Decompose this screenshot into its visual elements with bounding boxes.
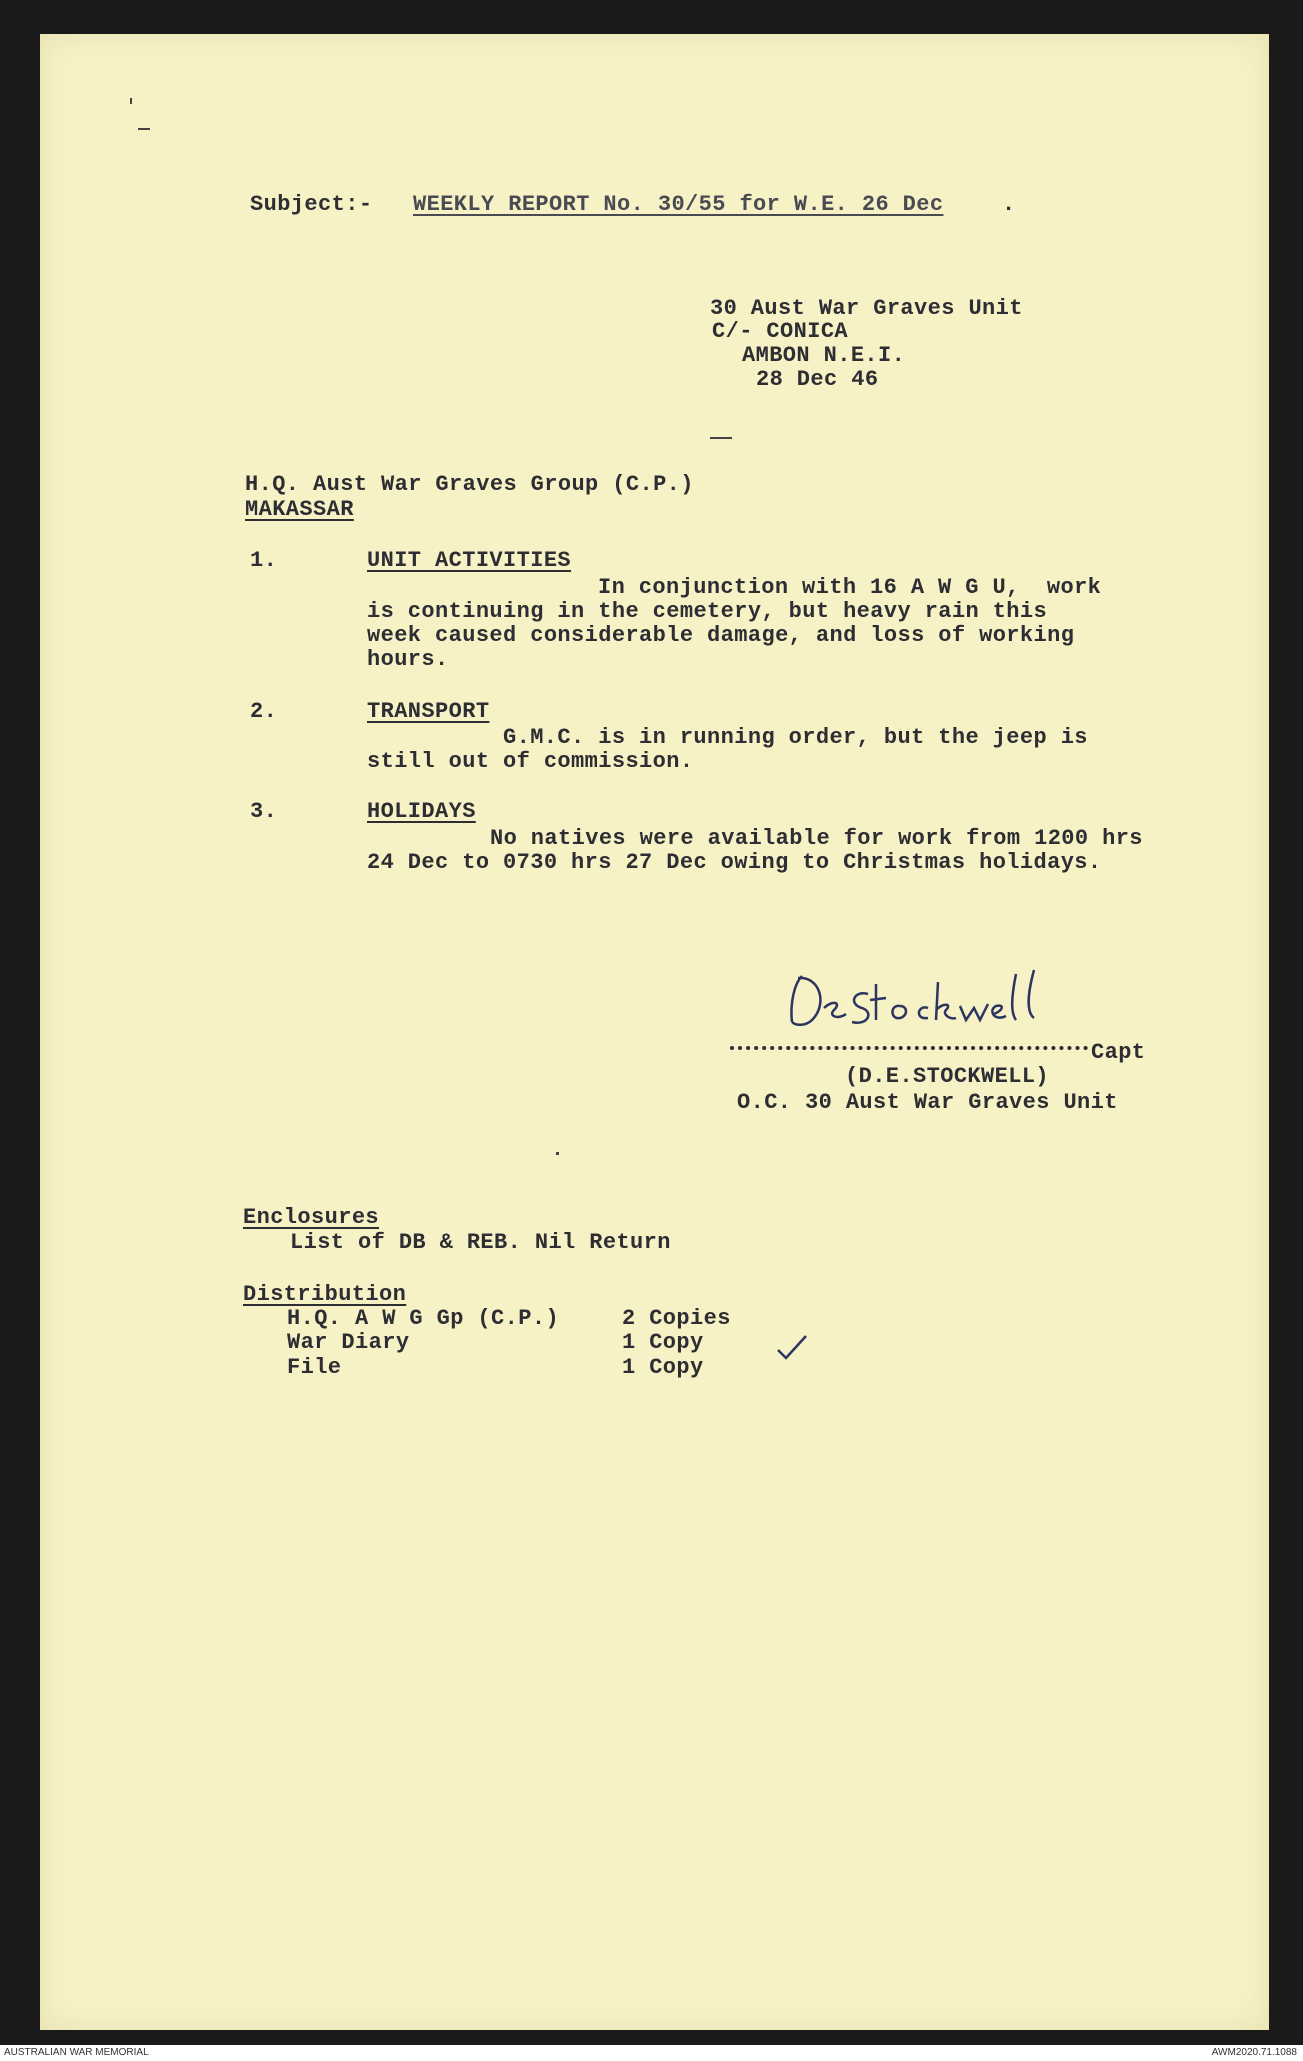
section-body-line: week caused considerable damage, and loss of working <box>367 623 1075 648</box>
margin-mark <box>130 98 132 104</box>
subject-period: . <box>1002 192 1016 217</box>
handwritten-signature <box>772 964 1072 1054</box>
address-line-3: AMBON N.E.I. <box>742 343 906 368</box>
address-line-2: C/- CONICA <box>712 319 849 344</box>
footer-accession: AWM2020.71.1088 <box>1211 2047 1297 2058</box>
archive-footer <box>0 2045 1303 2061</box>
enclosures-heading: Enclosures <box>243 1205 380 1230</box>
enclosures-item: List of DB & REB. Nil Return <box>290 1230 671 1255</box>
section-heading: UNIT ACTIVITIES <box>367 548 572 573</box>
distribution-copies: 2 Copies <box>622 1306 731 1331</box>
distribution-heading: Distribution <box>243 1282 407 1307</box>
section-heading: HOLIDAYS <box>367 799 476 824</box>
distribution-copies: 1 Copy <box>622 1355 704 1380</box>
section-body-line: In conjunction with 16 A W G U, work <box>598 575 1102 600</box>
signature-name: (D.E.STOCKWELL) <box>845 1064 1050 1089</box>
recipient-line-2: MAKASSAR <box>245 497 354 522</box>
section-body-line: hours. <box>367 647 449 672</box>
margin-mark <box>138 128 150 130</box>
pencil-dot <box>556 1152 559 1155</box>
footer-institution: AUSTRALIAN WAR MEMORIAL <box>4 2047 149 2058</box>
section-body-line: No natives were available for work from 1200 hrs <box>490 826 1143 851</box>
document-page <box>40 34 1269 2030</box>
subject-title: WEEKLY REPORT No. 30/55 for W.E. 26 Dec <box>413 192 944 217</box>
distribution-recipient: H.Q. A W G Gp (C.P.) <box>287 1306 560 1331</box>
distribution-copies: 1 Copy <box>622 1330 704 1355</box>
section-body-line: G.M.C. is in running order, but the jeep is <box>503 725 1088 750</box>
recipient-line-1: H.Q. Aust War Graves Group (C.P.) <box>245 472 694 497</box>
subject-label: Subject:- <box>250 192 373 217</box>
section-heading: TRANSPORT <box>367 699 490 724</box>
address-line-1: 30 Aust War Graves Unit <box>710 296 1023 321</box>
signature-dotted-line <box>730 1046 1088 1050</box>
pen-dash <box>710 437 732 439</box>
section-number: 2. <box>250 699 278 724</box>
section-number: 3. <box>250 799 278 824</box>
signature-rank: Capt <box>1091 1040 1146 1065</box>
section-body-line: 24 Dec to 0730 hrs 27 Dec owing to Christmas holidays. <box>367 850 1102 875</box>
section-body-line: still out of commission. <box>367 749 694 774</box>
signature-position: O.C. 30 Aust War Graves Unit <box>737 1090 1118 1115</box>
section-body-line: is continuing in the cemetery, but heavy rain this <box>367 599 1048 624</box>
address-line-4: 28 Dec 46 <box>756 367 879 392</box>
section-number: 1. <box>250 548 278 573</box>
checkmark-icon <box>774 1332 810 1362</box>
distribution-recipient: File <box>287 1355 342 1380</box>
distribution-recipient: War Diary <box>287 1330 410 1355</box>
